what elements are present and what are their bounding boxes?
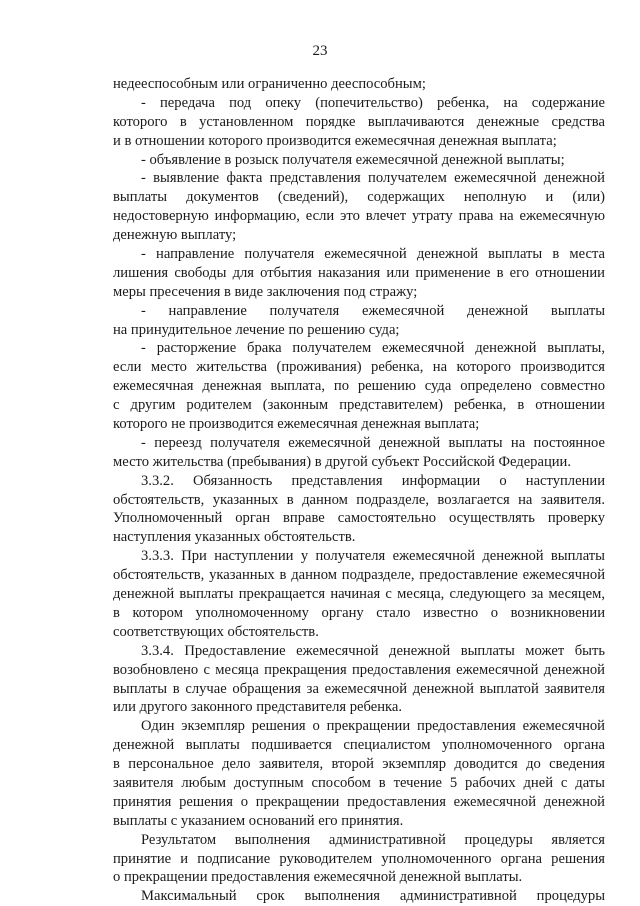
text-line: 3.3.3. При наступлении у получателя ежемесячной денежной выплаты (141, 548, 605, 565)
text-line: на принудительное лечение по решению суда; (113, 321, 400, 338)
text-line: принятие и подписание руководителем уполномоченного органа решения (113, 850, 605, 867)
text-line: ежемесячная денежная выплата, по решению суда определено совместно (113, 378, 605, 395)
text-line: лишения свободы для отбытия наказания или применение в его отношении (113, 264, 605, 281)
text-line: - передача под опеку (попечительство) ребенка, на содержание (141, 94, 605, 111)
text-line: денежную выплату; (113, 227, 237, 244)
text-line: 3.3.4. Предоставление ежемесячной денежной выплаты может быть (141, 642, 605, 659)
text-line: недостоверную информацию, если это влечет утрату права на ежемесячную (113, 208, 605, 225)
text-line: о прекращении предоставления ежемесячной денежной выплаты. (113, 869, 523, 886)
text-line: - объявление в розыск получателя ежемесячной денежной выплаты; (141, 151, 565, 168)
text-line: принятия решения о прекращении предоставления ежемесячной денежной (113, 793, 605, 810)
text-line: меры пресечения в виде заключения под стражу; (113, 283, 418, 300)
text-line: обстоятельств, указанных в данном подразделе, возлагается на заявителя. (113, 491, 605, 508)
text-line: выплаты документов (сведений), содержащих неполную и (или) (113, 189, 605, 206)
document-body (113, 75, 605, 906)
text-line: недееспособным или ограниченно дееспособным; (113, 76, 426, 92)
text-line: или другого законного представителя ребенка. (113, 699, 403, 716)
text-line: место жительства (пребывания) в другой субъект Российской Федерации. (113, 453, 572, 470)
text-line: денежной выплаты прекращается начиная с месяца, следующего за месяцем, (113, 586, 605, 603)
text-line: в котором уполномоченному органу стало известно о возникновении (113, 604, 605, 621)
text-line: - направление получателя ежемесячной денежной выплаты в места (141, 246, 605, 263)
text-line: Уполномоченный орган вправе самостоятельно осуществлять проверку (113, 510, 605, 527)
text-line: с другим родителем (законным представителем) ребенка, в отношении (113, 397, 605, 414)
text-line: возобновлено с месяца прекращения предоставления ежемесячной денежной (113, 661, 605, 678)
text-line: которого в установленном порядке выплачиваются денежные средства (113, 113, 605, 130)
text-line: в персональное дело заявителя, второй экземпляр доводится до сведения (113, 756, 605, 773)
text-line: - переезд получателя ежемесячной денежной выплаты на постоянное (141, 434, 605, 451)
text-line: - расторжение брака получателем ежемесячной денежной выплаты, (141, 340, 605, 357)
text-line: соответствующих обстоятельств. (113, 623, 319, 640)
text-line: заявителя любым доступным способом в течение 5 рабочих дней с даты (113, 774, 605, 791)
text-line: - направление получателя ежемесячной денежной выплаты (141, 302, 605, 319)
text-line: денежной выплаты подшивается специалистом уполномоченного органа (113, 737, 605, 754)
text-line: обстоятельств, указанных в данном подразделе, предоставление ежемесячной (113, 567, 605, 584)
text-line: - выявление факта представления получателем ежемесячной денежной (141, 170, 605, 187)
text-line: наступления указанных обстоятельств. (113, 529, 356, 546)
page-number: 23 (312, 43, 328, 59)
text-line: выплаты с указанием оснований его принятия. (113, 812, 404, 829)
text-line: Один экземпляр решения о прекращении предоставления ежемесячной (141, 718, 605, 735)
text-line: если место жительства (проживания) ребенка, на которого производится (113, 359, 605, 376)
text-line: и в отношении которого производится ежемесячная денежная выплата; (113, 132, 557, 149)
text-line: которого не производится ежемесячная денежная выплата; (113, 416, 480, 433)
text-line: выплаты в случае обращения за ежемесячной денежной выплатой заявителя (113, 680, 605, 697)
text-line: 3.3.2. Обязанность представления информации о наступлении (141, 472, 605, 489)
text-line: Результатом выполнения административной процедуры является (141, 831, 605, 848)
text-line: Максимальный срок выполнения административной процедуры (141, 888, 605, 905)
